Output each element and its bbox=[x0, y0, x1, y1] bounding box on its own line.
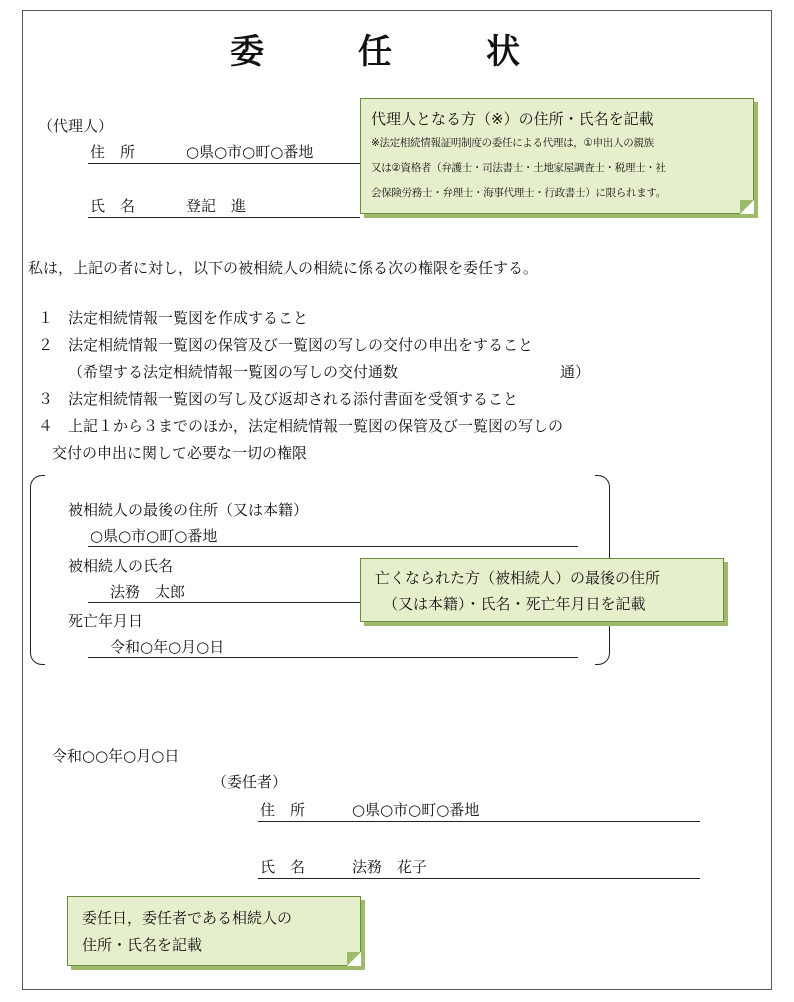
item-1: １ 法定相続情報一覧図を作成すること bbox=[38, 309, 309, 327]
note-corner-fold bbox=[740, 200, 754, 214]
principal-heading: （委任者） bbox=[212, 773, 288, 791]
note-agent-line-3: 会保険労務士・弁理士・海事代理士・行政書士）に限られます。 bbox=[371, 187, 666, 199]
note-decedent-line-2: （又は本籍）・氏名・死亡年月日を記載 bbox=[383, 595, 646, 613]
decedent-name-label: 被相続人の氏名 bbox=[68, 557, 174, 575]
item-2-copies-unit: 通） bbox=[560, 363, 591, 381]
note-principal-line-2: 住所・氏名を記載 bbox=[82, 936, 203, 954]
decedent-bracket-left bbox=[30, 475, 45, 665]
principal-name-underline bbox=[258, 878, 700, 879]
principal-address-label: 住 所 bbox=[260, 801, 306, 819]
delegation-date: 令和○○年○月○日 bbox=[52, 747, 180, 765]
note-agent-callout bbox=[360, 98, 754, 214]
decedent-death-label: 死亡年月日 bbox=[68, 612, 144, 630]
delegation-statement: 私は，上記の者に対し，以下の被相続人の相続に係る次の権限を委任する。 bbox=[28, 259, 539, 277]
decedent-address-value: ○県○市○町○番地 bbox=[90, 527, 218, 545]
note-agent-title: 代理人となる方（※）の住所・氏名を記載 bbox=[371, 110, 654, 128]
agent-address-value: ○県○市○町○番地 bbox=[186, 143, 314, 161]
principal-address-underline bbox=[258, 821, 700, 822]
agent-heading: （代理人） bbox=[38, 117, 114, 135]
note-principal-line-1: 委任日，委任者である相続人の bbox=[82, 909, 293, 927]
agent-name-underline bbox=[88, 217, 360, 218]
note-principal-callout bbox=[67, 896, 361, 966]
note-decedent-callout bbox=[360, 558, 724, 622]
note-decedent-line-1: 亡くなられた方（被相続人）の最後の住所 bbox=[375, 569, 661, 587]
principal-name-label: 氏 名 bbox=[260, 858, 306, 876]
agent-name-value: 登記 進 bbox=[186, 197, 247, 215]
decedent-name-value: 法務 太郎 bbox=[110, 583, 186, 601]
document-title: 委 任 状 bbox=[230, 32, 550, 72]
note-corner-fold bbox=[347, 952, 361, 966]
item-4-continuation: 交付の申出に関して必要な一切の権限 bbox=[52, 444, 308, 462]
item-2-copies-note: （希望する法定相続情報一覧図の写しの交付通数 bbox=[68, 363, 399, 381]
decedent-death-value: 令和○年○月○日 bbox=[110, 638, 225, 656]
decedent-death-underline bbox=[88, 657, 578, 658]
agent-name-label: 氏 名 bbox=[90, 197, 136, 215]
note-agent-line-2: 又は②資格者（弁護士・司法書士・土地家屋調査士・税理士・社 bbox=[371, 162, 666, 174]
agent-address-label: 住 所 bbox=[90, 143, 136, 161]
item-3: ３ 法定相続情報一覧図の写し及び返却される添付書面を受領すること bbox=[38, 390, 519, 408]
item-4: ４ 上記１から３までのほか，法定相続情報一覧図の保管及び一覧図の写しの bbox=[38, 417, 564, 435]
decedent-address-underline bbox=[88, 546, 578, 547]
decedent-address-label: 被相続人の最後の住所（又は本籍） bbox=[68, 501, 309, 519]
agent-address-underline bbox=[88, 163, 360, 164]
note-agent-line-1: ※法定相続情報証明制度の委任による代理は，①申出人の親族 bbox=[371, 137, 654, 149]
principal-name-value: 法務 花子 bbox=[352, 858, 428, 876]
decedent-name-underline bbox=[88, 602, 360, 603]
item-2: ２ 法定相続情報一覧図の保管及び一覧図の写しの交付の申出をすること bbox=[38, 336, 534, 354]
principal-address-value: ○県○市○町○番地 bbox=[352, 801, 480, 819]
